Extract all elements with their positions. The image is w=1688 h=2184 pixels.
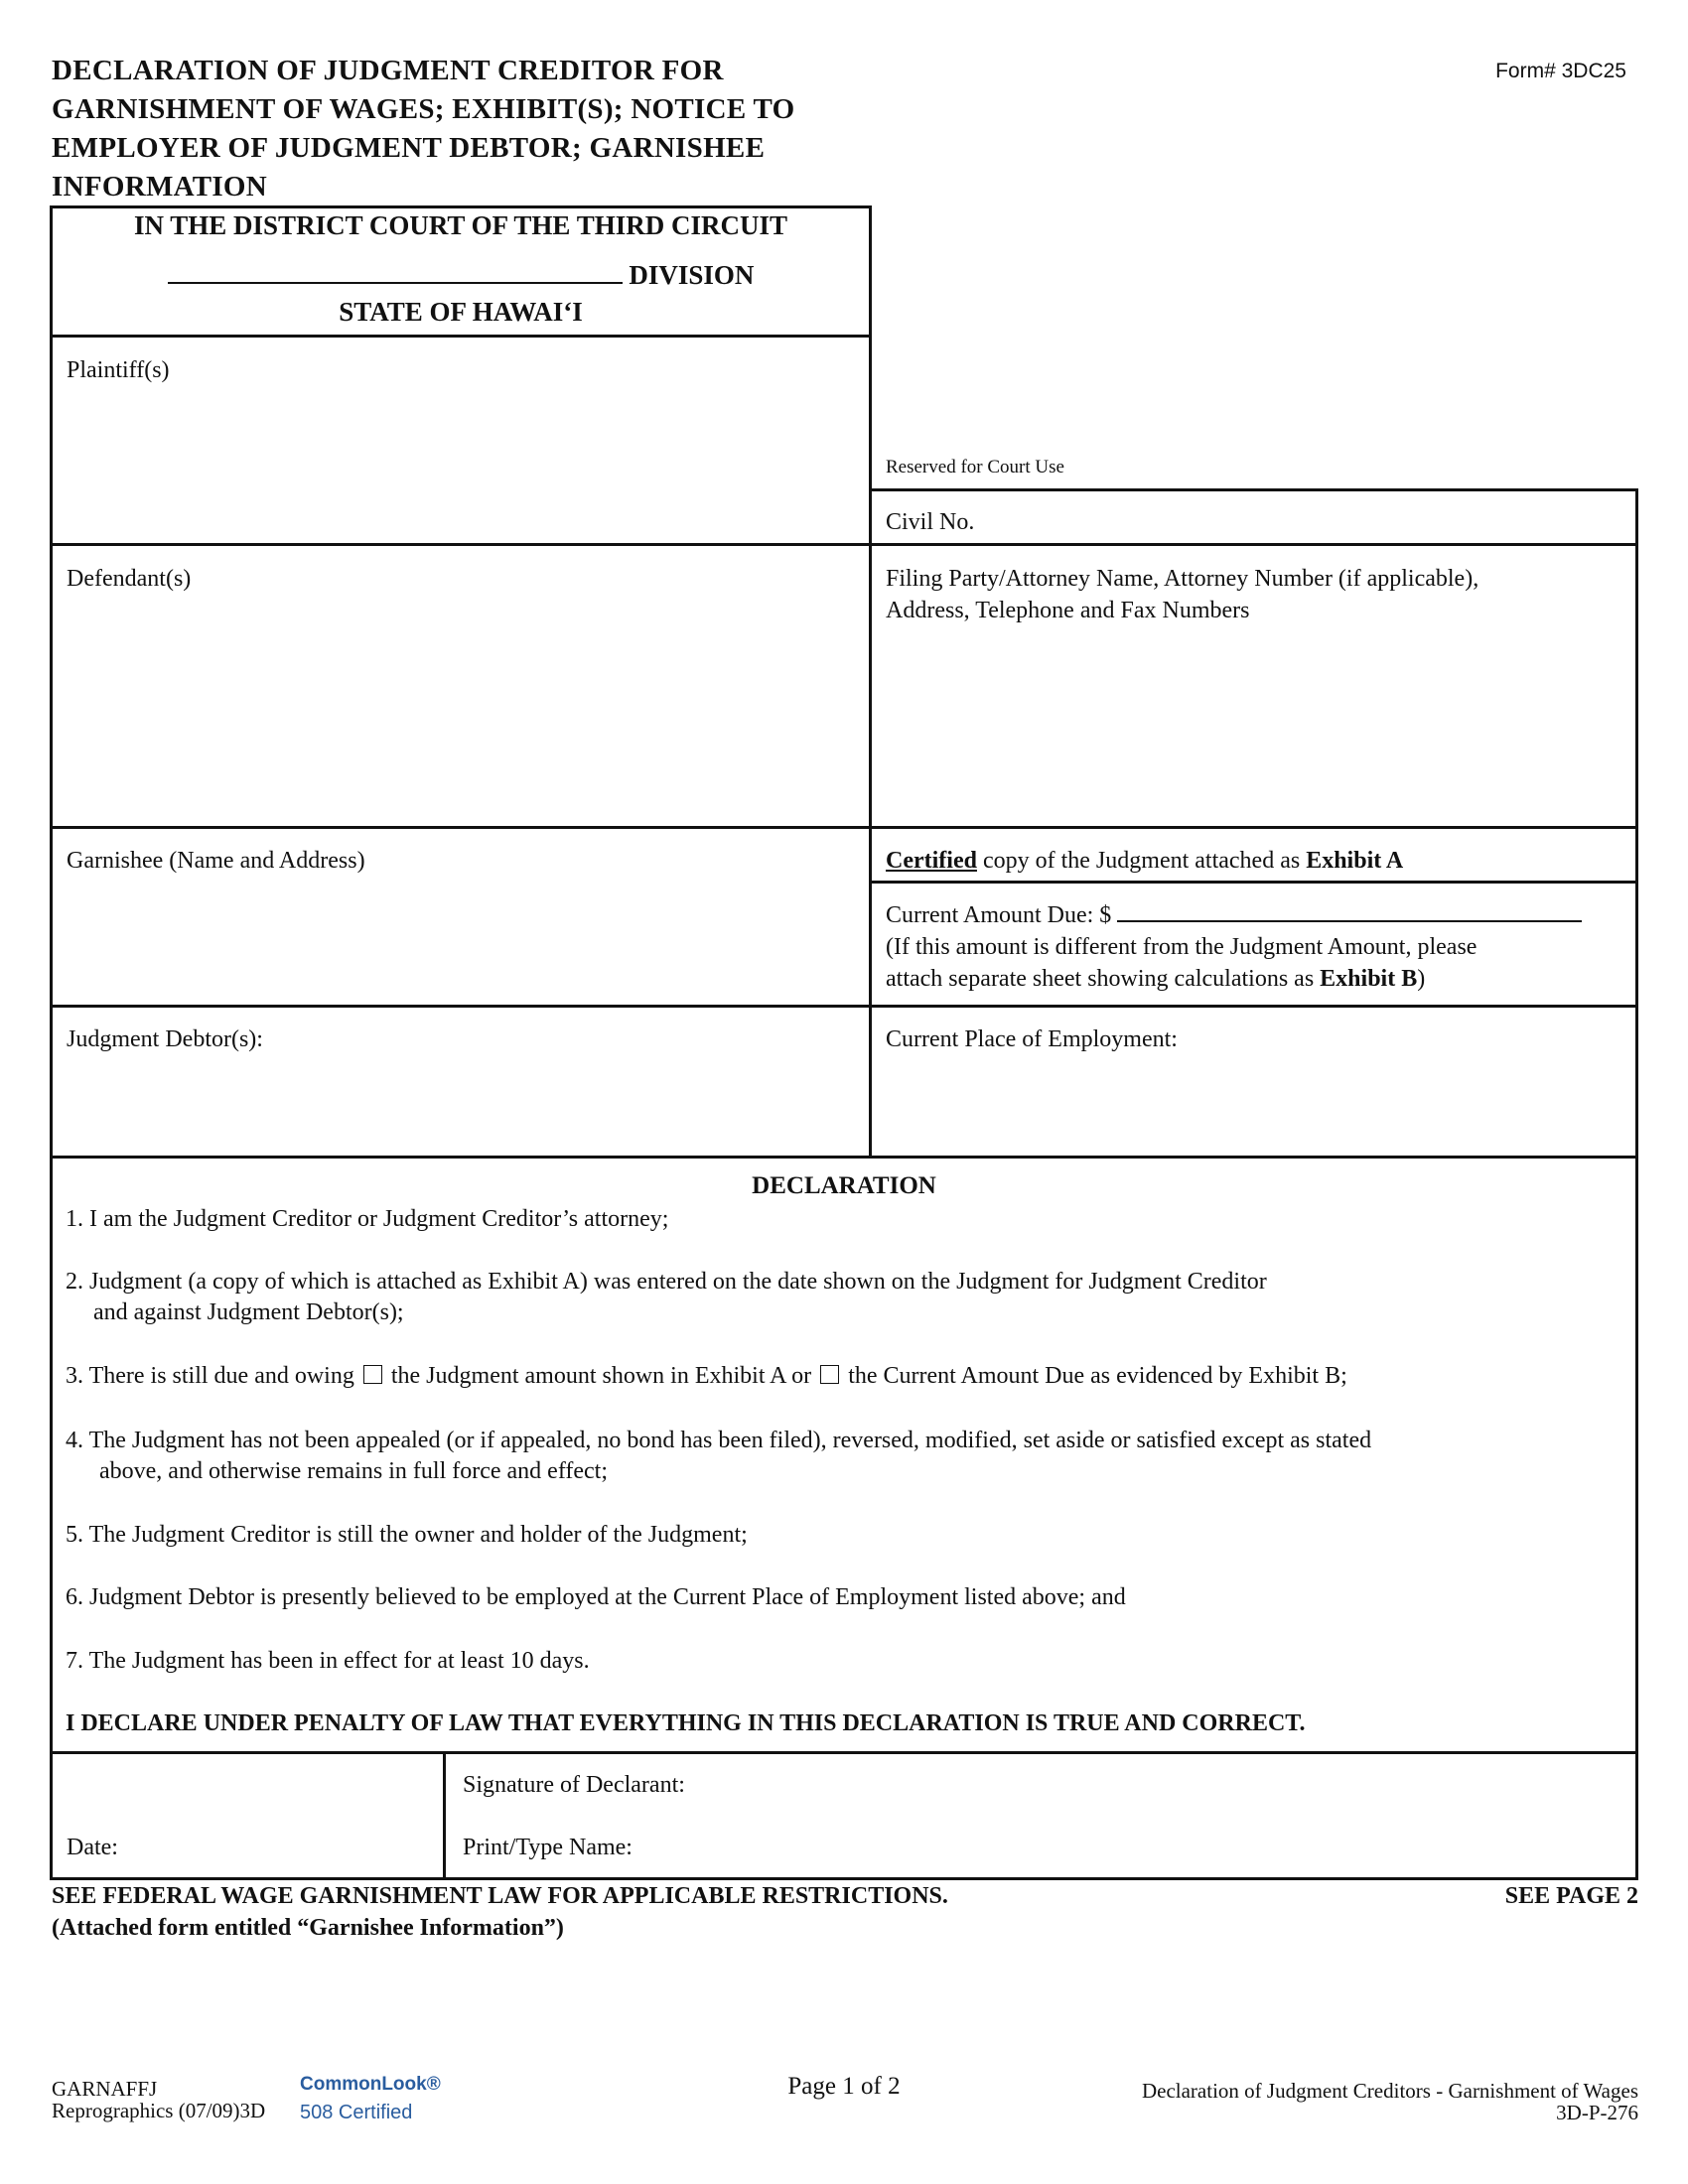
document-title bbox=[52, 52, 925, 206]
court-name: IN THE DISTRICT COURT OF THE THIRD CIRCUIT bbox=[134, 210, 787, 240]
caption-left-box bbox=[50, 205, 872, 1159]
amount-note-end: ) bbox=[1417, 966, 1426, 992]
divider bbox=[443, 1751, 446, 1880]
certified-word: Certified bbox=[886, 848, 977, 874]
exhibit-b-label: Exhibit B bbox=[1320, 966, 1418, 992]
declaration-heading: DECLARATION bbox=[752, 1172, 936, 1199]
declaration-item-4-line: above, and otherwise remains in full force and effect; bbox=[99, 1458, 609, 1484]
declaration-item-3 bbox=[66, 1361, 1624, 1392]
declaration-item-3-text: the Judgment amount shown in Exhibit A or bbox=[390, 1363, 812, 1389]
court-division bbox=[50, 260, 872, 291]
signature-label[interactable]: Signature of Declarant: bbox=[463, 1772, 685, 1798]
filing-party-label bbox=[886, 563, 1478, 626]
plaintiff-label: Plaintiff(s) bbox=[67, 357, 170, 383]
division-label: DIVISION bbox=[629, 260, 755, 290]
civil-no-label: Civil No. bbox=[886, 509, 975, 535]
filing-party-line: Address, Telephone and Fax Numbers bbox=[886, 598, 1250, 623]
declaration-item-1: 1. I am the Judgment Creditor or Judgment Creditor’s attorney; bbox=[66, 1206, 669, 1232]
declaration-item-3-text: the Current Amount Due as evidenced by Exhibit B; bbox=[848, 1363, 1347, 1389]
amount-note-line: (If this amount is different from the Judgment Amount, please bbox=[886, 934, 1477, 960]
exhibit-a-label: Exhibit A bbox=[1306, 848, 1404, 874]
certified-text: copy of the Judgment attached as bbox=[976, 848, 1307, 874]
amount-due-field[interactable] bbox=[1117, 900, 1582, 922]
divider bbox=[869, 1005, 1638, 1008]
document-footer-title: Declaration of Judgment Creditors - Garnishment of Wages bbox=[1141, 2079, 1638, 2103]
filing-party-line: Filing Party/Attorney Name, Attorney Number (if applicable), bbox=[886, 566, 1479, 592]
date-label[interactable]: Date: bbox=[67, 1835, 118, 1860]
penalty-statement: I DECLARE UNDER PENALTY OF LAW THAT EVERYTHING IN THIS DECLARATION IS TRUE AND CORRECT. bbox=[66, 1710, 1306, 1736]
title-line: EMPLOYER OF JUDGMENT DEBTOR; GARNISHEE bbox=[52, 132, 766, 164]
divider bbox=[869, 826, 1638, 829]
declaration-item-5: 5. The Judgment Creditor is still the owner and holder of the Judgment; bbox=[66, 1522, 748, 1548]
court-state: STATE OF HAWAI‘I bbox=[339, 297, 583, 327]
defendant-label: Defendant(s) bbox=[67, 566, 192, 592]
garnishee-label: Garnishee (Name and Address) bbox=[67, 848, 365, 874]
declaration-item-7: 7. The Judgment has been in effect for at least 10 days. bbox=[66, 1648, 590, 1674]
declaration-item-6: 6. Judgment Debtor is presently believed to be employed at the Current Place of Employment listed above; and bbox=[66, 1584, 1126, 1610]
divider bbox=[50, 543, 872, 546]
508-certified: 508 Certified bbox=[300, 2102, 413, 2123]
document-code: 3D-P-276 bbox=[1556, 2101, 1638, 2124]
certified-copy-label bbox=[886, 845, 1403, 877]
form-number: Form# 3DC25 bbox=[1495, 60, 1626, 82]
divider bbox=[50, 826, 872, 829]
declaration-item-2 bbox=[66, 1267, 1624, 1328]
judgment-debtor-label: Judgment Debtor(s): bbox=[67, 1026, 263, 1052]
title-line: GARNISHMENT OF WAGES; EXHIBIT(S); NOTICE TO bbox=[52, 93, 795, 125]
current-amount-due bbox=[886, 899, 1630, 995]
title-line: DECLARATION OF JUDGMENT CREDITOR FOR bbox=[52, 55, 724, 86]
title-line: INFORMATION bbox=[52, 171, 268, 203]
judgment-amount-checkbox[interactable] bbox=[363, 1365, 382, 1384]
employment-label: Current Place of Employment: bbox=[886, 1026, 1178, 1052]
declaration-item-4-line: 4. The Judgment has not been appealed (or if appealed, no bond has been filed), reversed, modified, set aside or satisfied except as stated bbox=[66, 1428, 1372, 1453]
declaration-item-4 bbox=[66, 1426, 1624, 1487]
divider bbox=[50, 335, 872, 338]
amount-note-line: attach separate sheet showing calculations as bbox=[886, 966, 1321, 992]
divider bbox=[869, 881, 1638, 884]
division-blank[interactable] bbox=[168, 260, 623, 284]
reserved-court-use: Reserved for Court Use bbox=[886, 457, 1064, 478]
current-amount-checkbox[interactable] bbox=[820, 1365, 839, 1384]
declaration-item-2-line: 2. Judgment (a copy of which is attached as Exhibit A) was entered on the date shown on the Judgment for Judgment Creditor bbox=[66, 1269, 1267, 1295]
print-name-label[interactable]: Print/Type Name: bbox=[463, 1835, 633, 1860]
commonlook-logo: CommonLook® bbox=[300, 2074, 441, 2095]
reprographics: Reprographics (07/09)3D bbox=[52, 2099, 266, 2122]
divider bbox=[869, 543, 1638, 546]
declaration-item-2-line: and against Judgment Debtor(s); bbox=[93, 1299, 404, 1325]
amount-due-label: Current Amount Due: $ bbox=[886, 902, 1112, 928]
see-page-2: SEE PAGE 2 bbox=[1504, 1883, 1638, 1909]
federal-law-notice: SEE FEDERAL WAGE GARNISHMENT LAW FOR APPLICABLE RESTRICTIONS. bbox=[52, 1883, 948, 1909]
page-number: Page 1 of 2 bbox=[787, 2073, 901, 2100]
signature-box bbox=[50, 1751, 1638, 1880]
divider bbox=[50, 1005, 872, 1008]
attached-form-notice: (Attached form entitled “Garnishee Information”) bbox=[52, 1915, 564, 1941]
form-code: GARNAFFJ bbox=[52, 2077, 158, 2101]
declaration-item-3-text: 3. There is still due and owing bbox=[66, 1363, 354, 1389]
